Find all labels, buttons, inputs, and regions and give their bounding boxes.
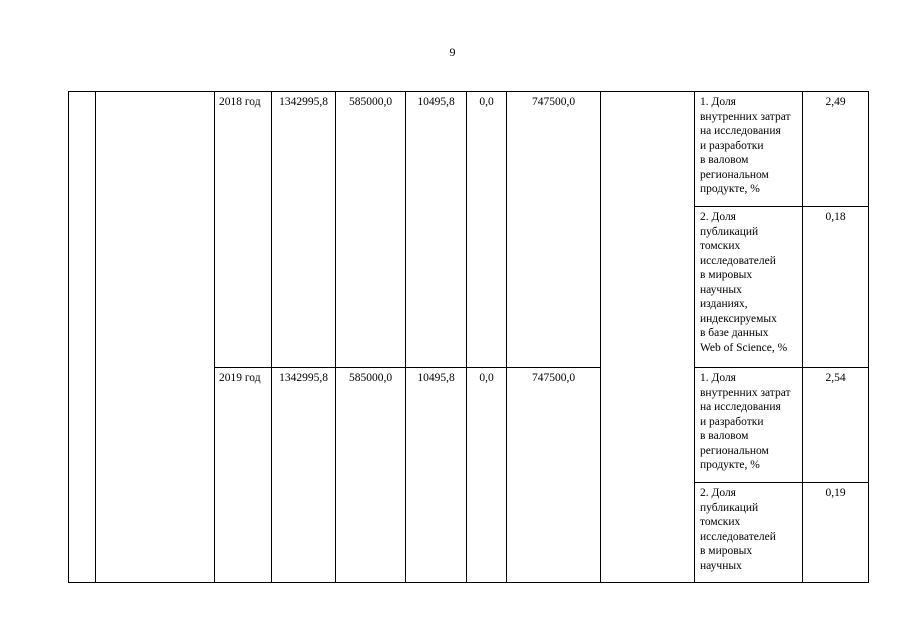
indicator-name: 1. Доля внутренних затрат на исследования и разработки в валовом региональном продукте, % xyxy=(695,368,803,483)
federal-budget-cell: 585000,0 xyxy=(336,92,406,368)
indicator-name: 2. Доля публикаций томских исследователей в мировых научных xyxy=(695,483,803,583)
program-table xyxy=(68,91,869,583)
indicator-value: 2,54 xyxy=(803,368,869,483)
indicator-value: 2,49 xyxy=(803,92,869,207)
indicator-name: 1. Доля внутренних затрат на исследования и разработки в валовом региональном продукте, % xyxy=(695,92,803,207)
extrabudget-cell: 747500,0 xyxy=(507,368,601,583)
year-cell: 2019 год xyxy=(215,368,272,583)
local-budget-cell: 0,0 xyxy=(467,92,507,368)
name-cell xyxy=(96,92,215,583)
indicator-name: 2. Доля публикаций томских исследователей в мировых научных изданиях, индексируемых в базе данных Web of Science, % xyxy=(695,207,803,368)
responsible-cell xyxy=(601,92,695,583)
indicator-value: 0,18 xyxy=(803,207,869,368)
federal-budget-cell: 585000,0 xyxy=(336,368,406,583)
year-cell: 2018 год xyxy=(215,92,272,368)
page-number: 9 xyxy=(449,45,456,59)
regional-budget-cell: 10495,8 xyxy=(406,92,467,368)
number-cell xyxy=(69,92,96,583)
total-cell: 1342995,8 xyxy=(272,368,336,583)
total-cell: 1342995,8 xyxy=(272,92,336,368)
indicator-value: 0,19 xyxy=(803,483,869,583)
table-row xyxy=(69,92,869,207)
local-budget-cell: 0,0 xyxy=(467,368,507,583)
regional-budget-cell: 10495,8 xyxy=(406,368,467,583)
extrabudget-cell: 747500,0 xyxy=(507,92,601,368)
